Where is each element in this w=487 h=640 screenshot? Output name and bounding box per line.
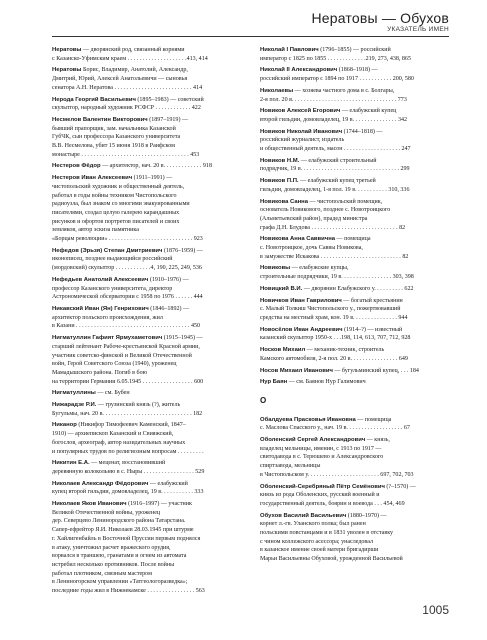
entry-text: (?–1570) — князь из рода Оболенских, русский военный и государственный деятель, боярин и воевода . . . 454, 469	[260, 483, 416, 507]
entry-text: — механик-техник, строитель Камского автомобиля, 2-я пол. 20 в. . . . . . . . . . . . . . . . 649	[260, 347, 408, 362]
entry-text: — дворянский род, связанный корнями с Казанско-Уфимским краем . . . . . . . . . . . . . . . . . . . .413, 414	[52, 47, 208, 62]
index-entry	[52, 46, 245, 63]
index-entry	[260, 198, 450, 233]
entry-name: Николай II Александрович	[260, 67, 338, 74]
entry-text: (1914–?) — известный казанский скульптор 1950-х . . .198, 114, 613, 707, 712, 928	[260, 326, 411, 342]
entry-name: Новиков Н.М.	[260, 157, 300, 164]
entry-name: Нигматуллины	[52, 390, 96, 397]
index-entry	[260, 297, 450, 323]
entry-text: (1876–1959) — иконописец, позднее выдающийся российский (мордовский) скульптор . . . . . . . . . . . .4, 190, 225, 249, 536	[52, 247, 203, 272]
index-entry	[260, 436, 450, 480]
entry-text: — елабужский купец второй гильдии, домовладелец, 19 в. . . . . . . . . . . 333	[52, 480, 204, 496]
entry-text: — елабужские купцы, строительные подрядчики, 19 в. . . . . . . . . . . . . . . . . 303, 398	[260, 265, 414, 281]
entry-name: Несмелов Валентин Викторович	[52, 116, 148, 123]
entry-name: Новиков П.П.	[260, 178, 299, 185]
right-column-n-entries	[260, 46, 450, 387]
entry-name: Никитин Е.А.	[52, 460, 90, 467]
index-entry	[52, 174, 245, 244]
index-entry	[260, 107, 450, 124]
entry-name: Нестеров Иван Алексеевич	[52, 175, 133, 182]
entry-name: Новичков Иван Гаврилович	[260, 297, 342, 304]
entry-text: — елабужский строительный подрядчик, 19 в. . . . . . . . . . . . . . . . . . . . . . . . . . . . . . . . . 299	[260, 157, 410, 173]
right-column	[260, 46, 450, 567]
page-header	[0, 0, 487, 40]
entry-text: — грузинский князь (?), житель Бугульмы, нач. 20 в. . . . . . . . . . . . . . . . . . . . . . . . . . . . . . 182	[52, 402, 203, 417]
entry-name: Нератовы	[52, 67, 82, 74]
entry-name: Нестеров Фёдор	[52, 163, 101, 170]
index-entry	[260, 483, 450, 509]
header-rule	[52, 36, 449, 37]
index-entry	[260, 264, 450, 281]
index-entry	[260, 512, 450, 564]
index-entry	[260, 378, 450, 387]
index-entry	[52, 66, 245, 92]
left-column	[52, 46, 245, 599]
entry-text: (1868–1918) — российский император с 1894 по 1917 . . . . . . . . . . . 200, 580	[260, 67, 414, 83]
entry-text: — архитектор, нач. 20 в. . . . . . . . . . . . . 918	[100, 163, 212, 170]
entry-text: Борис, Владимир, Анатолий, Александр, Дмитрий, Юрий, Алексей Анатольевичи — сыновья сенатора А.Н. Нератова . . . . . . . . . . . . . . . . . . . . . . . . . . 414	[52, 67, 203, 91]
page-number: 1005	[422, 603, 449, 617]
index-entry	[52, 334, 245, 386]
entry-text: (1880–1970) — корнет л.-гв. Уланского полка; был ранен польскими повстанцами и в 1831 уволен в отставку с чином коллежского асессора; унаследовал в казанское имение своей матери бригадирши Марьи Васильевны Обуховой, урожденной Васильевой	[260, 512, 403, 563]
index-entry	[52, 116, 245, 160]
index-entry	[52, 459, 245, 476]
entry-text: (1796–1855) — российский император с 1825 по 1855 . . . . . . . . . . . . .219, 273, 438, 865	[260, 47, 411, 62]
entry-text: (1916–1997) — участник Великой Отечественной войны, уроженец дер. Северцево Ленинородского района Татарстана. Сапер-ефрейтор Я.И. Николаев 28.03.1945 при штурме г. Хайлигенбайль в Восточной Пруссии первым поднялся в атаку, уничтожил расчет вражеского орудия, ворвался в траншею, гранатами и огнем из автомата истребил несколько противников. После войны работал плотником, связным мастером в Лениногорском управлении «Татгеологоразведка»; последние годы жил в Нижнекамске . . . . . . . . . . . . . . . . 563	[52, 501, 205, 595]
entry-text: (Никифор Тимофеевич Каменский, 1847– 1910) — архиепископ Казанский и Свияжский, богослов, археограф, автор назидательных научных и популярных трудов по религиозным вопросам . . . . . . . . .	[52, 422, 204, 455]
entry-name: Новикова Анна Саввична	[260, 236, 336, 243]
entry-name: Николай I Павлович	[260, 47, 319, 53]
entry-name: Обухов Василий Васильевич	[260, 512, 347, 519]
index-entry	[52, 247, 245, 273]
index-entry	[260, 346, 450, 363]
entry-text: — хозяева частного дома в с. Болгары, 2-я пол. 20 в. . . . . . . . . . . . . . . . . . . . . . . . . . . . . . . . . . . 773	[260, 87, 407, 103]
index-entry	[52, 389, 245, 398]
entry-name: Носов Михаил Иванович	[260, 367, 333, 374]
entry-text: — меценат, восстановивший деревянную колокольню в с. Ныры . . . . . . . . . . . . . . . . . 529	[52, 460, 205, 475]
entry-text: — богатый крестьянин с. Малый Толкиш Чистопольского у., пожертвовавший средства на местный храм, кон. 19 в. . . . . . . . . . . . . . . 944	[260, 297, 408, 321]
entry-text: — князь, владелец мельницы, именин, с 1913 по 1917 — свитодавода в с. Терюшево и Александровского спиртзавода, мельницы в Чистопольском у. . . . . . . . . . . . . . . . . . . . . . . . 697, 702, 703	[260, 437, 414, 478]
entry-name: Николаевы	[260, 87, 294, 94]
index-entry	[260, 326, 450, 343]
index-entry	[52, 401, 245, 418]
right-column-o-entries	[260, 416, 450, 564]
entry-text: (1910–1976) — профессор Казанского университета, директор Астрономической обсерватории с 1958 по 1976 . . . . . . 444	[52, 276, 203, 301]
entry-text: — см. Баянов Нур Галимович	[287, 379, 366, 386]
index-entry	[260, 46, 450, 63]
index-entry	[260, 128, 450, 154]
index-entry	[52, 305, 245, 331]
entry-name: Нижарадзе Р.И.	[52, 402, 97, 409]
entry-name: Нефедьев Анатолий Алексеевич	[52, 276, 149, 283]
entry-name: Нефедов (Эрьзя) Степан Дмитриевич	[52, 247, 163, 254]
entry-text: — дворянин Елабужского у. . . . . . . . . . 622	[302, 285, 414, 292]
entry-name: Оболенский Сергей Александрович	[260, 437, 366, 444]
entry-name: Нур Баян	[260, 379, 288, 386]
entry-name: Новиковы	[260, 265, 291, 272]
index-entry	[260, 285, 450, 294]
entry-name: Никавский Иван (Ян) Генрихович	[52, 305, 149, 312]
entry-text: — елабужский купец третьей гильдии, домовладелец, 1-я пол. 19 в. . . . . . . . . . . 310, 336	[260, 178, 410, 193]
entry-text: — елабужский купец второй гильдии, домовладелец, 19 в. . . . . . . . . . . . . . . 342	[260, 108, 408, 123]
entry-text: — помещица с. Новотроицкое, дочь Саввы Новикова, в замужестве Искакова . . . . . . . . . . . . . . . . . . . . . . . . . . . 82	[260, 236, 409, 260]
entry-name: Нерода Георгий Васильевич	[52, 96, 136, 103]
entry-text: — бугульминский купец, . . . 184	[332, 367, 419, 374]
entry-text: (1911–1991) — чистопольский художник и общественный деятель, работал в годы войны техником Чистопольского радиоузла, был знаком со многими эвакуированными писателями, создал целую галерею карандашных рисунков и офортов портретов писателей и своих земляков, автор эскиза памятника «Борцам революции» . . . . . . . . . . . . . . . . . . . . . . . . . . . . 923	[52, 175, 203, 243]
index-entry	[52, 500, 245, 596]
index-entry	[52, 162, 245, 171]
index-entry	[52, 276, 245, 302]
entry-text: (1897–1919) — бывший прапорщик, зам. начальника Казанской ГубЧК, сын профессора Казанского университета В.В. Несмелова, убит 15 июня 1918 в Раифском монастыре . . . . . . . . . . . . . . . . . . . . . . . . . . . . . . . . . . . . 453	[52, 116, 200, 158]
entry-text: (1744–1818) — российский журналист, издатель и общественный деятель, масон . . . . . . . . . . . . . . . . . . . 247	[260, 128, 411, 153]
entry-name: Новикова Санна	[260, 198, 309, 205]
entry-name: Новосёлов Иван Андреевич	[260, 326, 343, 333]
index-entry	[260, 66, 450, 83]
entry-name: Носков Михаил	[260, 347, 306, 354]
index-entry	[52, 96, 245, 113]
entry-text: (1915–1945) — старший лейтенант Рабоче-крестьянской Красной армии, участник советско-финской и Великой Отечественной войн, Герой Советского Союза (1940), уроженец Мамадышского района. Погиб в бою на территории Германии 6.05.1945 . . . . . . . . . . . . . . . . . 600	[52, 335, 204, 385]
entry-name: Оболенский-Серебряный Пётр Семёнович	[260, 483, 385, 490]
entry-name: Никанор	[52, 422, 77, 429]
entry-text: — см. Бубен	[95, 390, 130, 397]
index-entry	[260, 416, 450, 433]
entry-text: (1846–1892) — архитектор польского происхождения, жил в Казани . . . . . . . . . . . . . . . . . . . . . . . . . . . . . . . . . . . . . . 450	[52, 305, 201, 330]
entry-name: Новиков Алексей Егорович	[260, 108, 341, 115]
entry-name: Николаев Яков Иванович	[52, 501, 127, 508]
entry-name: Новицкий В.И.	[260, 285, 303, 292]
index-entry	[260, 235, 450, 261]
section-letter-o: О	[260, 395, 267, 405]
index-subhead: УКАЗАТЕЛЬ ИМЕН	[387, 26, 449, 33]
entry-text: (1895–1983) — советский скульптор, народный художник РСФСР . . . . . . . . . . . . 422	[52, 96, 204, 112]
entry-text: — чистопольский помещик, основатель Новикового, позднее с. Новотроицкого (Альметьевский район), прадед министра графа Д.Н. Блудова . . . . . . . . . . . . . . . . . . . . . . . . . . . . . 82	[260, 198, 406, 231]
index-entry	[260, 177, 450, 194]
entry-name: Нигматуллин Гафият Ярмухаметович	[52, 335, 163, 342]
entry-name: Обалдуева Прасковья Ивановна	[260, 416, 356, 423]
running-head: Нератовы — Обухов	[311, 10, 449, 26]
entry-name: Нератовы	[52, 47, 82, 53]
entry-name: Николаев Александр Фёдорович	[52, 480, 149, 487]
entry-text: — помещица с. Маслова Спасского у., нач. 19 в. . . . . . . . . . . . . . . . . . . 67	[260, 416, 410, 432]
index-entry	[52, 421, 245, 456]
index-entry	[260, 367, 450, 376]
index-entry	[260, 157, 450, 174]
entry-name: Новиков Николай Иванович	[260, 128, 343, 135]
index-entry	[260, 87, 450, 104]
index-entry	[52, 480, 245, 497]
